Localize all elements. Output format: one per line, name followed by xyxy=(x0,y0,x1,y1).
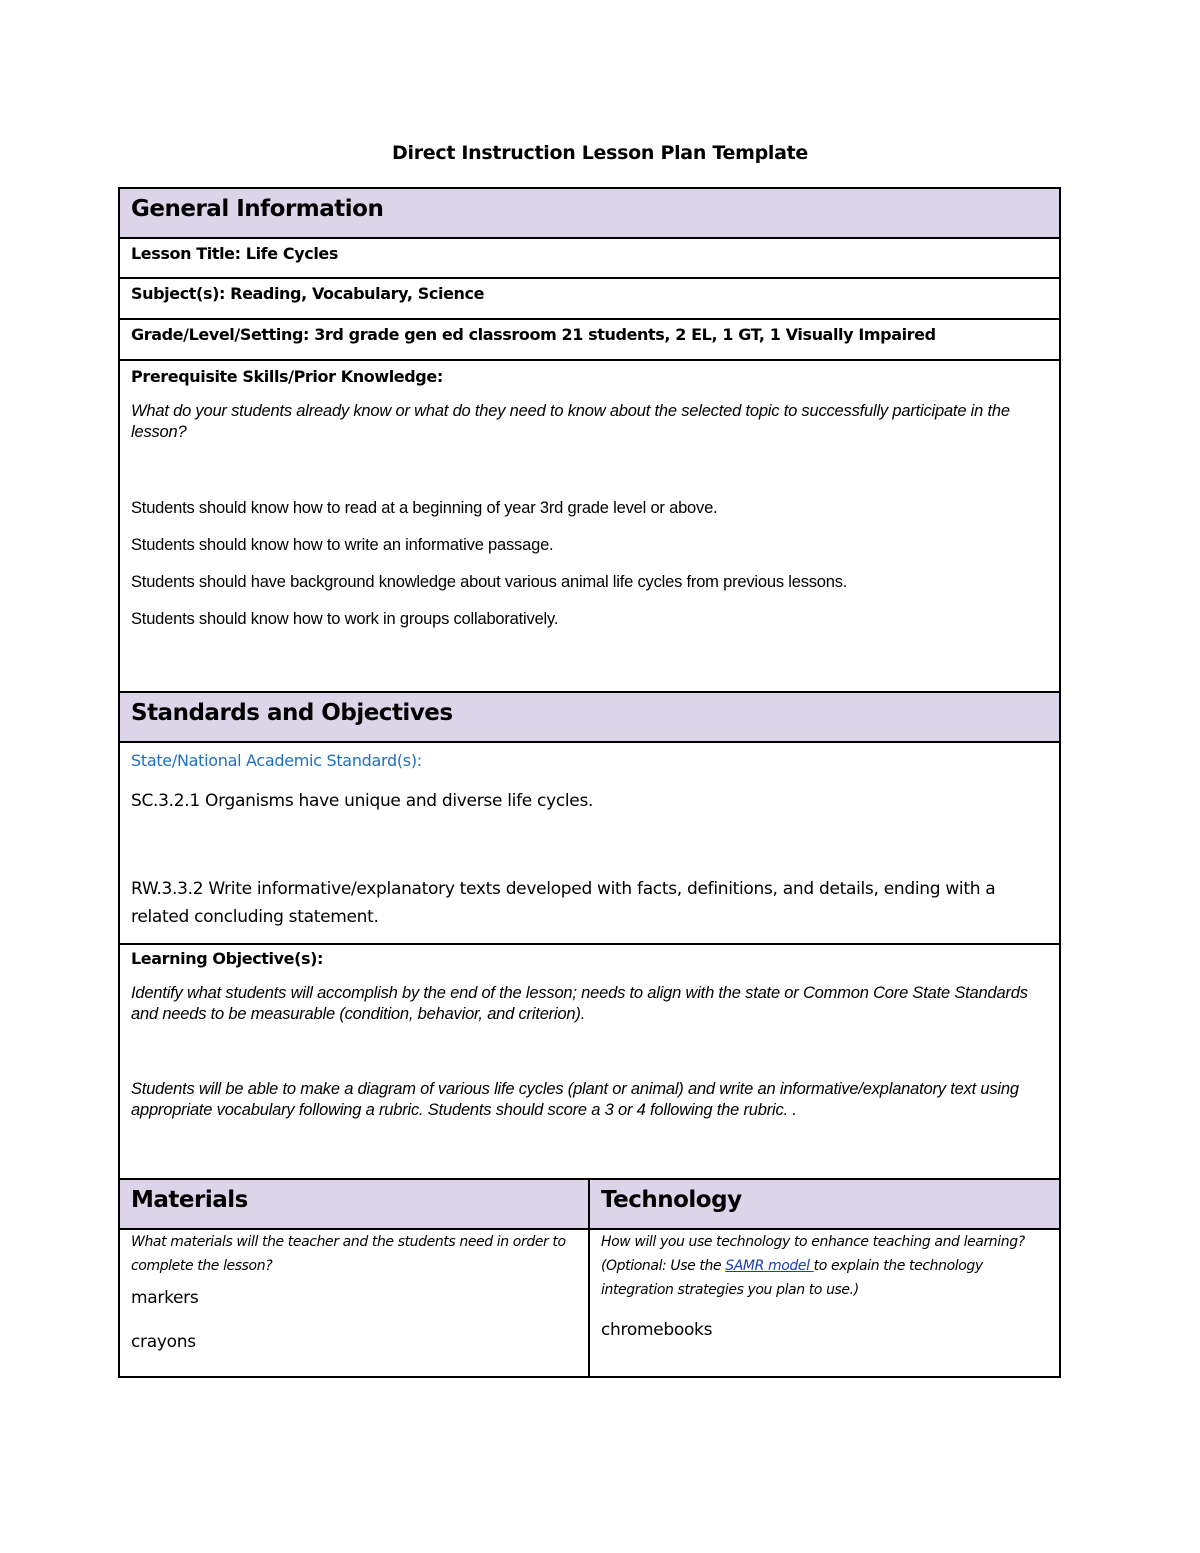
materials-header xyxy=(119,1179,589,1229)
materials-technology-row xyxy=(119,1229,1060,1377)
learning-objectives-row xyxy=(119,944,1060,1179)
subjects: Subject(s): Reading, Vocabulary, Science xyxy=(131,284,485,303)
prerequisite-item: Students should know how to work in groups collaboratively. xyxy=(131,610,559,628)
material-item: crayons xyxy=(131,1332,196,1352)
prerequisite-item: Students should have background knowledge about various animal life cycles from previous lessons. xyxy=(131,573,848,591)
materials-cell xyxy=(119,1229,589,1377)
lesson-title-cell xyxy=(119,238,1060,278)
technology-item: chromebooks xyxy=(601,1320,713,1340)
subjects-cell xyxy=(119,278,1060,319)
learning-objectives-prompt: Identify what students will accomplish by the end of the lesson; needs to align with the state or Common Core State Standards and needs to be measurable (condition, behavior, and criterion). xyxy=(131,984,1028,1023)
grade-level-cell xyxy=(119,319,1060,360)
general-information-heading: General Information xyxy=(131,196,384,222)
general-information-header xyxy=(119,188,1060,238)
learning-objectives-label: Learning Objective(s): xyxy=(131,949,324,968)
learning-objectives-cell xyxy=(119,944,1060,1179)
standard-item: RW.3.3.2 Write informative/explanatory texts developed with facts, definitions, and details, ending with a related concluding statement. xyxy=(131,879,996,927)
materials-prompt: What materials will the teacher and the students need in order to complete the lesson? xyxy=(131,1234,566,1274)
standard-item: SC.3.2.1 Organisms have unique and diverse life cycles. xyxy=(131,791,594,811)
prerequisite-prompt: What do your students already know or what do they need to know about the selected topic to successfully participate in the lesson? xyxy=(131,402,1010,441)
subjects-row xyxy=(119,278,1060,319)
material-item: markers xyxy=(131,1288,199,1308)
technology-cell xyxy=(589,1229,1060,1377)
technology-prompt xyxy=(601,1230,1048,1302)
prerequisite-item: Students should know how to read at a beginning of year 3rd grade level or above. xyxy=(131,499,718,517)
materials-technology-header-row xyxy=(119,1179,1060,1229)
standards-label: State/National Academic Standard(s): xyxy=(131,751,422,770)
prerequisite-cell xyxy=(119,360,1060,692)
standards-cell xyxy=(119,742,1060,944)
grade-level-row xyxy=(119,319,1060,360)
prerequisite-label: Prerequisite Skills/Prior Knowledge: xyxy=(131,367,443,386)
standards-row xyxy=(119,742,1060,944)
technology-header xyxy=(589,1179,1060,1229)
general-information-header-row xyxy=(119,188,1060,238)
prerequisite-row xyxy=(119,360,1060,692)
materials-heading: Materials xyxy=(131,1187,248,1213)
lesson-title: Lesson Title: Life Cycles xyxy=(131,244,338,263)
lesson-title-row xyxy=(119,238,1060,278)
lesson-plan-table xyxy=(118,187,1061,1378)
document-title: Direct Instruction Lesson Plan Template xyxy=(392,142,808,164)
technology-heading: Technology xyxy=(601,1187,742,1213)
learning-objective-text: Students will be able to make a diagram of various life cycles (plant or animal) and write an informative/explanatory text using appropriate vocabulary following a rubric. Students should score a 3 or 4 following the rubric. . xyxy=(131,1080,1019,1119)
samr-model-link[interactable]: SAMR model xyxy=(725,1258,814,1274)
standards-objectives-heading: Standards and Objectives xyxy=(131,700,453,726)
technology-prompt-after: to explain the technology integration strategies you plan to use.) xyxy=(601,1258,983,1298)
standards-header-row xyxy=(119,692,1060,742)
standards-objectives-header xyxy=(119,692,1060,742)
technology-prompt-before: How will you use technology to enhance teaching and learning? (Optional: Use the xyxy=(601,1234,1025,1274)
prerequisite-item: Students should know how to write an informative passage. xyxy=(131,536,554,554)
grade-level-setting: Grade/Level/Setting: 3rd grade gen ed classroom 21 students, 2 EL, 1 GT, 1 Visually Impaired xyxy=(131,325,936,344)
